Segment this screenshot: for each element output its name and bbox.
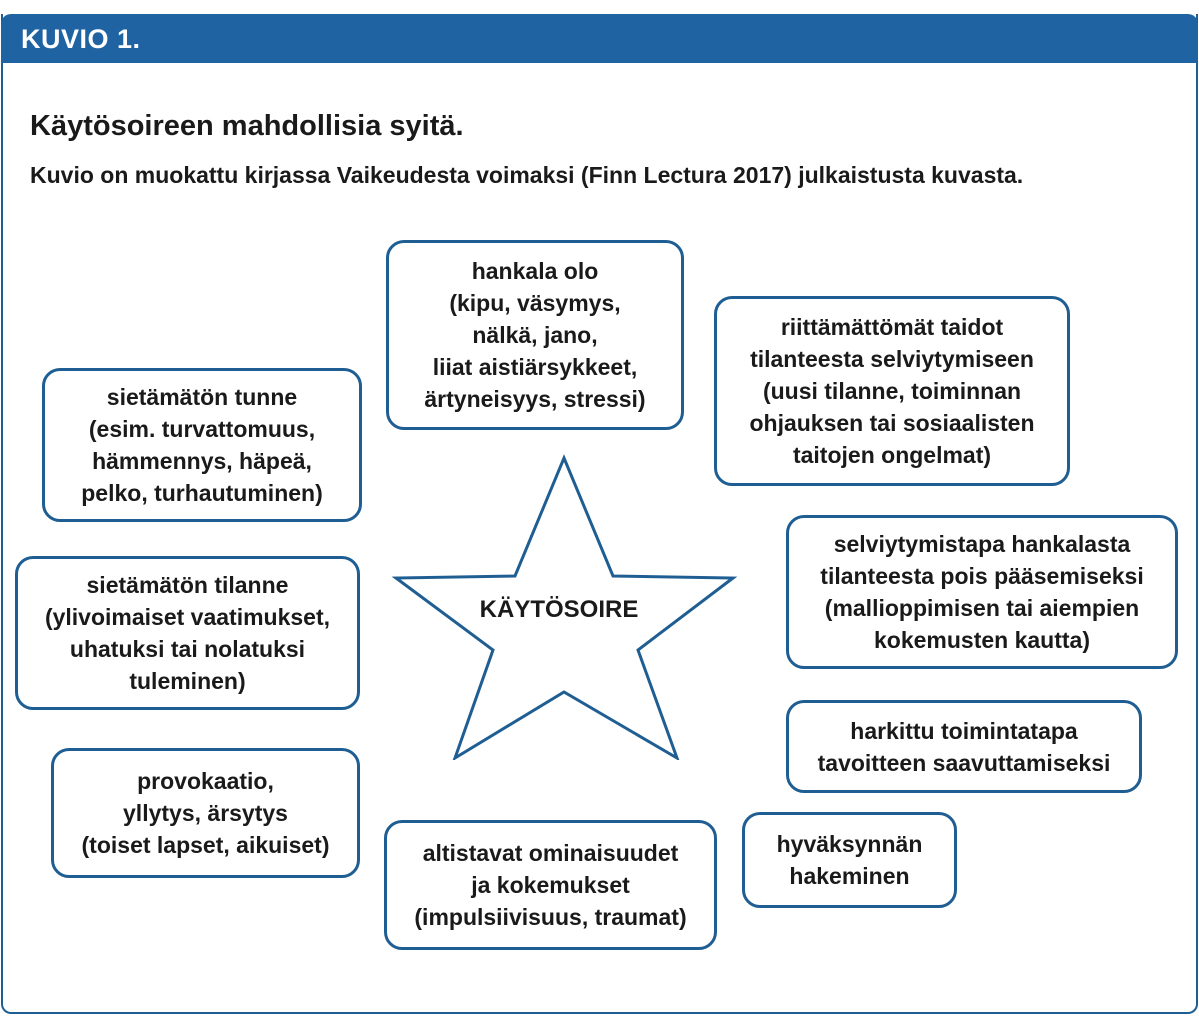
figure-header-bar xyxy=(1,14,1198,63)
figure-subtitle: Kuvio on muokattu kirjassa Vaikeudesta voimaksi (Finn Lectura 2017) julkaistusta kuvasta. xyxy=(30,162,1024,188)
cause-box-sietamaton-tilanne xyxy=(15,556,360,710)
cause-box-selviytymistapa xyxy=(786,515,1178,669)
cause-text: sietämätön tunne (esim. turvattomuus, hämmennys, häpeä, pelko, turhautuminen) xyxy=(81,384,323,506)
cause-box-sietamaton-tunne xyxy=(42,368,362,522)
cause-box-provokaatio xyxy=(51,748,360,878)
cause-box-harkittu-toimintatapa xyxy=(786,700,1142,793)
cause-text: hyväksynnän hakeminen xyxy=(776,831,923,889)
cause-text: sietämätön tilanne (ylivoimaiset vaatimukset, uhatuksi tai nolatuksi tuleminen) xyxy=(44,572,331,694)
figure-number-label: KUVIO 1. xyxy=(21,24,141,54)
cause-text: harkittu toimintatapa tavoitteen saavuttamiseksi xyxy=(817,717,1111,776)
cause-box-altistavat-ominaisuudet xyxy=(384,820,717,950)
cause-text: altistavat ominaisuudet ja kokemukset (impulsiivisuus, traumat) xyxy=(414,840,687,930)
cause-text: hankala olo (kipu, väsymys, nälkä, jano, liiat aistiärsykkeet, ärtyneisyys, stressi) xyxy=(424,258,646,412)
figure-title: Käytösoireen mahdollisia syitä. xyxy=(30,110,464,142)
cause-box-riittamattomat-taidot xyxy=(714,296,1070,486)
cause-text: selviytymistapa hankalasta tilanteesta pois pääsemiseksi (mallioppimisen tai aiempien kokemusten kautta) xyxy=(820,531,1144,653)
cause-text: riittämättömät taidot tilanteesta selviytymiseen (uusi tilanne, toiminnan ohjauksen tai sosiaalisten taitojen ongelmat) xyxy=(749,314,1035,468)
cause-text: provokaatio, yllytys, ärsytys (toiset lapset, aikuiset) xyxy=(81,768,330,858)
center-label: KÄYTÖSOIRE xyxy=(479,596,639,623)
cause-box-hankala-olo xyxy=(386,240,684,430)
cause-box-hyvaksynnan-hakeminen xyxy=(742,812,957,908)
